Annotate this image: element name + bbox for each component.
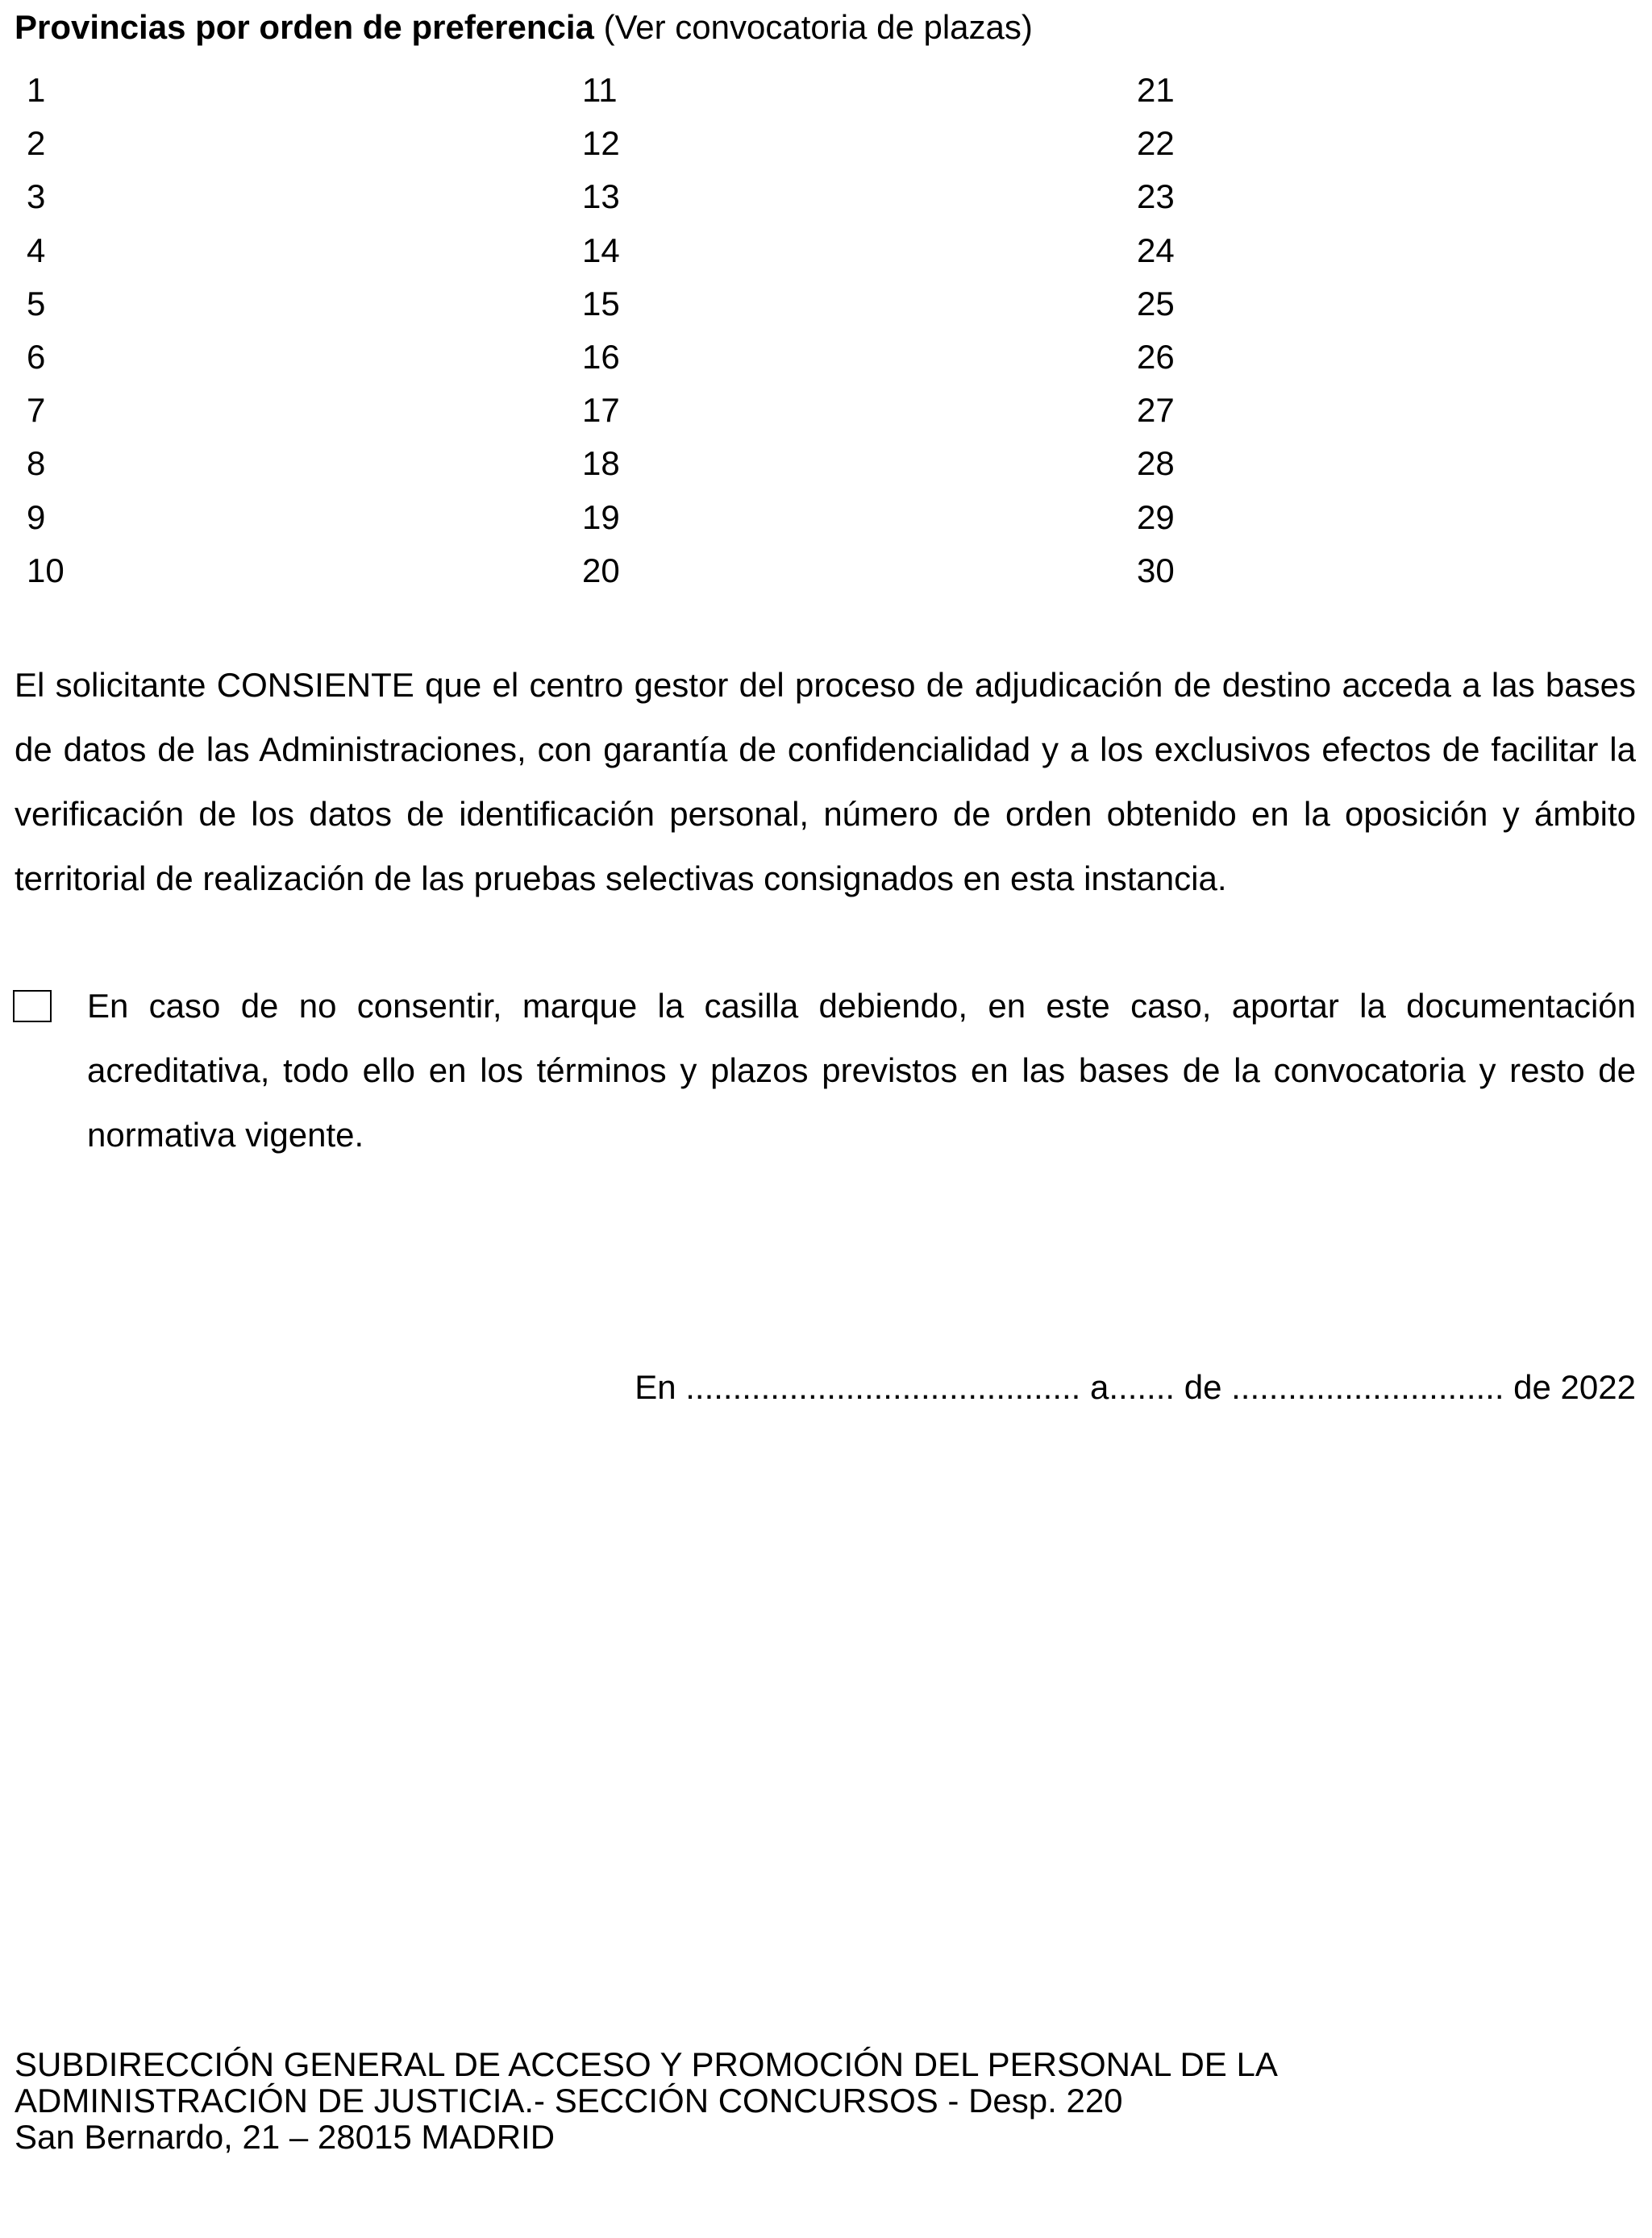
- province-number: 27: [1137, 391, 1175, 430]
- province-number: 22: [1137, 124, 1175, 163]
- footer-address: [15, 2046, 1278, 2155]
- footer-line-1: SUBDIRECCIÓN GENERAL DE ACCESO Y PROMOCIÓN DEL PERSONAL DE LA: [15, 2045, 1278, 2083]
- heading-note: (Ver convocatoria de plazas): [603, 8, 1033, 46]
- province-number: 23: [1137, 177, 1175, 216]
- province-number: 26: [1137, 337, 1175, 376]
- consent-paragraph: El solicitante CONSIENTE que el centro gestor del proceso de adjudicación de destino acceda a las bases de datos de las Administraciones, con garantía de confidencialidad y a los exclusivos efectos de facilitar la verificación de los datos de identificación personal, número de orden obtenido en la oposición y ámbito territorial de realización de las pruebas selectivas consignados en esta instancia.: [15, 666, 1636, 897]
- province-number: 8: [27, 444, 46, 483]
- province-number: 20: [582, 551, 620, 589]
- province-number: 18: [582, 444, 620, 483]
- page-heading: [15, 6, 1033, 48]
- heading-bold: Provincias por orden de preferencia: [15, 8, 594, 46]
- province-number: 12: [582, 124, 620, 163]
- province-number: 6: [27, 337, 46, 376]
- province-number: 15: [582, 284, 620, 322]
- place-date-line: En .......................................... a....... de ............................. de 2022: [635, 1368, 1636, 1406]
- province-number: 29: [1137, 497, 1175, 536]
- province-number: 28: [1137, 444, 1175, 483]
- province-column-3: [1137, 69, 1175, 603]
- province-number: 4: [27, 231, 46, 269]
- province-number: 3: [27, 177, 46, 216]
- province-number: 2: [27, 124, 46, 163]
- province-number: 21: [1137, 71, 1175, 109]
- province-number: 1: [27, 71, 46, 109]
- province-column-1: [27, 69, 64, 603]
- province-number: 30: [1137, 551, 1175, 589]
- province-number: 9: [27, 497, 46, 536]
- optout-paragraph: En caso de no consentir, marque la casilla debiendo, en este caso, aportar la documentación acreditativa, todo ello en los términos y plazos previstos en las bases de la convocatoria y resto de normativa vigente.: [87, 987, 1636, 1154]
- province-number: 5: [27, 284, 46, 322]
- province-column-2: [582, 69, 620, 603]
- province-number: 14: [582, 231, 620, 269]
- province-number: 25: [1137, 284, 1175, 322]
- footer-line-3: San Bernardo, 21 – 28015 MADRID: [15, 2118, 556, 2156]
- province-number: 17: [582, 391, 620, 430]
- province-number: 7: [27, 391, 46, 430]
- province-number: 11: [582, 71, 618, 109]
- province-number: 19: [582, 497, 620, 536]
- province-number: 24: [1137, 231, 1175, 269]
- province-number: 13: [582, 177, 620, 216]
- province-number: 16: [582, 337, 620, 376]
- footer-line-2: ADMINISTRACIÓN DE JUSTICIA.- SECCIÓN CONCURSOS - Desp. 220: [15, 2082, 1123, 2119]
- province-number: 10: [27, 551, 64, 589]
- optout-checkbox[interactable]: [13, 990, 52, 1022]
